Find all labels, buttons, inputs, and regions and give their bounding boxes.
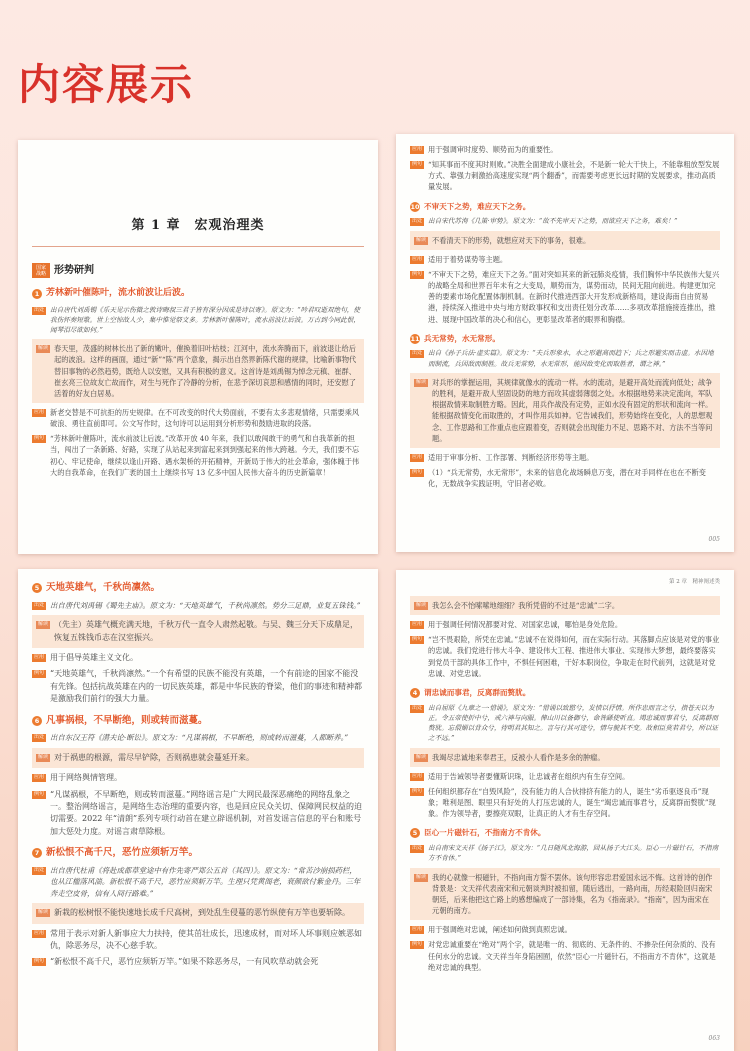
item-number: 5: [410, 828, 420, 838]
usage-tag: 应用: [412, 772, 423, 779]
example-tag: 例句: [34, 958, 45, 965]
section-title: 形势研判: [54, 265, 94, 277]
explain-tag: 解读: [38, 621, 49, 628]
usage-tag: 应用: [412, 926, 423, 933]
example-paragraph: 例句 任何组织都存在“自毁风险”，没有能力的人合伙排挤有能力的人，诞生“劣币驱逐良币”现象；唯利是图、眼里只有好处的人打压忠诚的人，诞生“竭忠诚而事君兮，反离群而赘肬”现象。作为领导者，要擦亮双眼，让真正的人才有生存空间。: [412, 786, 716, 819]
explain-paragraph: 解读 我竭尽忠诚地来奉君王，反被小人看作是多余的肿瘤。: [410, 748, 720, 767]
item-heading: 7 新松恨不高千尺，恶竹应须斩万竿。: [32, 846, 364, 861]
explain-tag: 解读: [38, 345, 49, 352]
item-heading: 11 兵无常势，水无常形。: [410, 333, 500, 343]
explain-paragraph: 解读 不看清天下的形势，就想应对天下的事务，很难。: [410, 231, 720, 250]
usage-tag: 应用: [412, 453, 423, 460]
source-tag: 出处: [34, 866, 45, 873]
book-page-4: [396, 570, 734, 1051]
explain-tag: 解读: [416, 236, 427, 243]
usage-tag: 应用: [34, 409, 45, 416]
source-tag: 出处: [34, 601, 45, 608]
item-heading: 6 凡事祸根，不早断绝，则或转而滋蔓。: [32, 714, 364, 729]
source-paragraph: 出处 出自唐代刘禹锡《蜀先主庙》。原文为：“天地英雄气，千秋尚凛然。势分三足鼎，业复五铢钱。”: [34, 600, 361, 610]
explain-tag: 解读: [416, 602, 427, 608]
example-paragraph: 例句 “天地英雄气，千秋尚凛然。”一个有希望的民族不能没有英雄，一个有前途的国家不能没有先锋。包括抗战英雄在内的一切民族英雄，都是中华民族的脊梁，他们的事迹和精神都是激励我们前行的强大力量。: [34, 669, 363, 704]
usage-paragraph: 应用 用于网络舆情管理。: [34, 773, 123, 783]
usage-paragraph: 应用 新老交替是不可抗拒的历史规律。在不可改变的时代大势面前，不要有太多悲观情绪，只需要乘风破浪、勇往直前即可。公文写作时，这句诗可以运用到分析形势和鼓励进取的段落。: [34, 408, 360, 429]
usage-tag: 应用: [412, 621, 423, 628]
usage-paragraph: 应用 用于强调审时度势、顺势而为的重要性。: [412, 145, 558, 154]
item-heading: 5 天地英雄气，千秋尚凛然。: [32, 581, 364, 596]
banner-title: 内容展示: [18, 60, 195, 109]
explain-paragraph: 解读 （先主）英雄气概充满天地，千秋万代一直令人肃然起敬。与吴、魏三分天下成鼎足，恢复五铢钱币志在汉室振兴。: [32, 615, 364, 648]
explain-tag: 解读: [416, 753, 427, 760]
item-number: 5: [32, 583, 42, 593]
source-paragraph: 出处 出自南宋文天祥《扬子江》，原文为：“几日随风北海游，回从扬子大江头。臣心一片磁针石，不指南方不肯休。”: [412, 844, 719, 863]
item-heading: 5 臣心一片磁针石，不指南方不肯休。: [410, 827, 720, 839]
item-number: 10: [410, 202, 420, 211]
source-paragraph: 出处 出自宋代苏洵《几策·审势》。原文为：“故不先审天下之势，而欲应天下之务，难矣！”: [412, 217, 678, 226]
usage-tag: 应用: [34, 653, 45, 660]
explain-paragraph: 解读 我的心就像一根磁针，不指向南方誓不罢休。该句形容忠君爱国永远不悔。这首诗的创作背景是：文天祥代表南宋和元朝谈判时被扣留，随后逃出，一路向南，历经艰险回归南宋朝廷，后来他把这亡路上的感想编成了一部诗集，名为《指南录》。“指南”，因为南宋在元朝的南方。: [410, 868, 720, 921]
item-heading: 4 谓忠诚而事君，反离群而赘肬。: [410, 687, 720, 699]
usage-paragraph: 应用 适用于告诫领导者要懂斯识珠，让忠诚者在组织内有生存空间。: [412, 771, 630, 781]
item-number: 6: [32, 716, 42, 726]
example-tag: 例句: [34, 435, 45, 442]
source-tag: 出处: [412, 350, 423, 357]
section-badge: 国家战略: [32, 263, 50, 278]
chapter-rule: [32, 246, 364, 247]
source-tag: 出处: [412, 218, 423, 225]
usage-paragraph: 应用 用于强调绝对忠诚，阐述如何做到真照忠诚。: [412, 925, 572, 935]
book-page-2: [396, 134, 734, 552]
example-paragraph: 例句 “知其事而不度其时则败。”决胜全面建成小康社会，不是新一轮大干快上，不能靠粗放型发展方式、靠强力刺激抬高速度实现“两个翻番”，而需要考虑更长远时期的发展要求，推动高质量发展。: [412, 160, 720, 192]
source-paragraph: 出处 出自东汉王符《潜夫论·断讼》。原文为：“凡谋祸根，不早断绝，则或转而滋蔓，人都断养。”: [34, 733, 349, 743]
usage-tag: 应用: [412, 146, 423, 152]
example-paragraph: 例句 “不审天下之势，难应天下之务。”面对突如其来的新冠肺炎疫情，我们胸怀中华民族伟大复兴的战略全局和世界百年未有之大变局，顺势而为，谋势而动，民间无阻向前进。构建更加完善的要素市场化配置体制机制。在新时代推进西部大开发形成新格局，建设海南自由贸易港，持续深入推进中央与地方财政事权和支出责任划分改革……多项改革措施接连推出，推进、展现中国改革的决心和信心，更彰显改革者的眼界和胸襟。: [412, 269, 720, 324]
book-page-3: [18, 569, 378, 1051]
source-tag: 出处: [34, 734, 45, 741]
book-page-1: [18, 140, 378, 554]
explain-tag: 解读: [416, 873, 427, 880]
usage-tag: 应用: [34, 774, 45, 781]
item-number: 7: [32, 848, 42, 858]
example-tag: 例句: [412, 941, 423, 948]
explain-paragraph: 解读 新栽的松树恨不能快速地长成千尺高树，到处乱生侵蔓的恶竹纵使有万竿也要斩除。: [32, 903, 364, 923]
source-paragraph: 出处 出自《孙子兵法·虚实篇》。原文为：“夫兵形象水，水之形避高而趋下；兵之形避实而击虚。水因地而制流，兵因敌而制胜。故兵无常势，水无常形，能因敌变化而取胜者，谓之神。”: [412, 349, 714, 368]
example-paragraph: 例句 对党忠诚重要在“绝对”两个字，就是唯一的、彻底的、无条件的、不掺杂任何杂质的、没有任何水分的忠诚。文天祥当年身陷困囿，依然“臣心一片磁针石，不指南方不肯休”，这就是绝对忠诚的典型。: [412, 940, 716, 972]
running-head: 第 2 章 精神阐述类: [669, 579, 720, 585]
source-paragraph: 出处 出自唐代杜甫《将赴成都草堂途中有作先寄严郑公五首（其四）》。原文为：“常苦沙崩损药栏，也从江槛落风湍。新松恨不高千尺，恶竹应须斩万竿。生理只凭黄阁老，衰颜欲付紫金丹。三年奔走空皮骨，信有人间行路难。”: [34, 865, 361, 898]
item-number: 1: [32, 289, 42, 299]
example-paragraph: 例句 “凡谋祸根，不早断绝，则或转而滋蔓。”网络谣言是广大网民最深恶痛绝的网络乱象之一。整治网络谣言，是网络生态治理的重要内容，也是回应民众关切、保障网民权益的迫切需要。2022 年“清朗”系列专项行动首在建立辟谣机制，对首发谣言信息的平台和账号加大惩处力度。对谣言肃草除根。: [34, 789, 363, 836]
explain-tag: 解读: [416, 378, 427, 385]
usage-paragraph: 应用 常用于表示对新人新事应大力扶持，使其茁壮成长，迅速成材，而对坏人坏事则应嫉恶如仇，除恶务尽，决不心慈手软。: [34, 928, 363, 950]
explain-paragraph: 解读 对于祸患的根源，需尽早铲除，否则祸患就会蔓延开来。: [32, 748, 364, 768]
explain-tag: 解读: [38, 909, 49, 916]
source-paragraph: 出处 出自唐代刘禹锡《乐天见示伤微之敦诗晦叔三君子皆有深分因成是诗以寄》。原文为：“吟君叹逝双绝句，使我伤怀奏短歌。世上空惊故人少，集中惟觉祭文多。芳林新叶催陈叶，流水前波让后波。万古到今同此恨，闻琴泪尽欲如何。”: [34, 305, 360, 335]
page-number: 063: [708, 1034, 720, 1042]
item-number: 11: [410, 334, 420, 343]
page-number: 005: [708, 535, 720, 543]
usage-paragraph: 应用 适用于着势谋势等主题。: [412, 254, 508, 264]
section-head: [32, 263, 364, 279]
example-paragraph: 例句 （1）“兵无常势，水无常形”，未来的信息化战场瞬息万变，潜在对手同样在也在不断变化，无数战争实践证明，守旧者必败。: [412, 468, 706, 489]
usage-tag: 应用: [34, 929, 45, 936]
example-tag: 例句: [34, 670, 45, 677]
usage-paragraph: 应用 适用于审事分析、工作部署、判断经济形势等主题。: [412, 452, 594, 462]
item-heading: 10 不审天下之势，难应天下之务。: [410, 201, 531, 211]
source-paragraph: 出处 出自屈原《九章之一·惜诵》，原文为：“惜诵以致愍兮，发愤以抒情。所作忠而言之兮，指苍天以为正。令五帝使折中兮，戒六神与向服。俾山川以备御兮，命咎繇使听直。竭忠诚而事君兮，反离群而赘肬。忘儇媚以背众兮，待明君其知之。言与行其可迹兮，情与貌其不变。故相臣莫若君兮，所以证之不远。”: [412, 703, 719, 743]
example-tag: 例句: [412, 161, 423, 168]
usage-paragraph: 应用 用于倡导英雄主义文化。: [34, 652, 139, 662]
example-tag: 例句: [412, 469, 423, 475]
source-tag: 出处: [412, 845, 423, 852]
example-tag: 例句: [412, 270, 423, 277]
source-tag: 出处: [412, 704, 423, 711]
explain-paragraph: 解读 对兵形的掌握运用，其规律就像水的流动一样。水的流动，是避开高处而流向低处；战争的胜利，是避开敌人坚固设防的地方而攻其虚弱薄弱之处。水根据地势来决定流向，军队根据敌情来取制胜方略。因此，用兵作战没有定势，正如水没有固定的形状和流向一样。能根据敌情变化而取胜的，才叫作用兵如神。它告诫我们，形势始终在变化，人的思想观念、工作思路和工作重点也应跟着变，否则就会出现能力不足、思路不对、方法不当等问题。: [410, 373, 720, 448]
example-paragraph: 例句 “岂不畏艰险，所凭在忠诚。”忠诚不在说得如何，而在实际行动。其落脚点应该是对党的事业的忠诚。我们党进行伟大斗争、建设伟大工程、推进伟大事业、实现伟大梦想，最终要落实到党员干部的具体工作中，不惧任何困难，干好本职岗位，争取走在时代前列，这就是对党忠诚、对党忠诚。: [412, 635, 720, 678]
item-heading: 1 芳林新叶催陈叶，流水前波让后波。: [32, 287, 364, 301]
example-tag: 例句: [412, 787, 423, 794]
example-paragraph: 例句 “新松恨不高千尺，恶竹应须斩万竿。”如果不除恶务尽，一有风吹草动就会死: [34, 957, 319, 967]
example-tag: 例句: [34, 790, 45, 797]
example-tag: 例句: [412, 636, 423, 643]
usage-paragraph: 应用 用于强调任何情况都要对党、对国家忠诚，哪怕是身处危险。: [412, 620, 623, 630]
example-paragraph: 例句 “芳林新叶催陈叶，流水前波让后波。”改革开放 40 年来，我们以敢闯敢干的勇气和自我革新的担当，闯出了一条新路、好路，实现了从站起来到富起来到到强起来的伟大跨越。今天，我们要不忘初心、牢记使命，继续以逢山开路、遇水架桥的开拓精神，开新局于伟大的社会革命，强体魄于伟大的自我革命，在我们广袤的国土上继续书写 13 亿多中国人民伟大奋斗的历史新篇章！: [34, 434, 360, 477]
explain-paragraph: 解读 我怎么会不怡嗦嗦地细细？我所凭借的不过是“忠诚”二字。: [410, 596, 720, 615]
chapter-title: 第 1 章 宏观治理类: [32, 216, 364, 247]
explain-tag: 解读: [38, 753, 49, 760]
explain-paragraph: 解读 春天里，茂盛的树林长出了新的嫩叶，催换着旧叶枯枝；江河中，流水奔腾而下，前波退让给后起的波浪。这样的画面，通过“新”“陈”两个意象，揭示出自然界新陈代谢的规律，比喻新事物代替旧事物的必然趋势，既给人以安慰，又具有积极的意义。这首诗是刘禹锡为悼念元稹、崔群、崔玄亮三位故友亡故而作，对生与死作了冷静的分析，在悲予深切哀思和感情的同时，还安慰了活着的好友白居易。: [32, 339, 364, 403]
source-tag: 出处: [34, 306, 45, 313]
item-number: 4: [410, 688, 420, 698]
usage-tag: 应用: [412, 255, 423, 262]
